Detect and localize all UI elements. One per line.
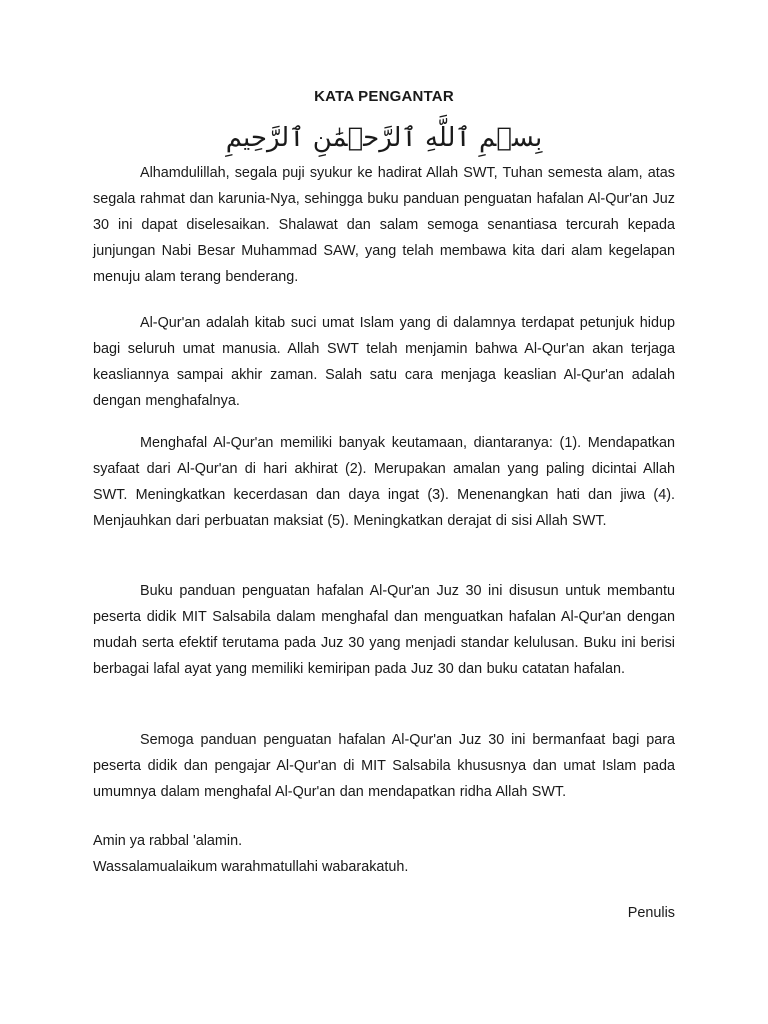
page-title: KATA PENGANTAR — [314, 88, 454, 105]
document-page — [93, 0, 675, 1024]
paragraph-2: Al-Qur'an adalah kitab suci umat Islam yang di dalamnya terdapat petunjuk hidup bagi seluruh umat manusia. Allah SWT telah menjamin bahwa Al-Qur'an akan terjaga keasliannya sampai akhir zaman. Salah satu cara menjaga keaslian Al-Qur'an adalah dengan menghafalnya. — [93, 315, 675, 409]
basmalah-calligraphy: بِسۡمِ ٱللَّهِ ٱلرَّحۡمَٰنِ ٱلرَّحِيمِ — [225, 123, 543, 153]
signature-author: Penulis — [627, 905, 675, 921]
paragraph-1: Alhamdulillah, segala puji syukur ke hadirat Allah SWT, Tuhan semesta alam, atas segala rahmat dan karunia-Nya, sehingga buku panduan penguatan hafalan Al-Qur'an Juz 30 ini dapat diselesaikan. Shalawat dan salam semoga senantiasa tercurah kepada junjungan Nabi Besar Muhammad SAW, yang telah membawa kita dari alam kegelapan menuju alam terang benderang. — [93, 165, 675, 285]
closing-prayer: Amin ya rabbal 'alamin. — [93, 833, 243, 849]
paragraph-5: Semoga panduan penguatan hafalan Al-Qur'an Juz 30 ini bermanfaat bagi para peserta didik dan pengajar Al-Qur'an di MIT Salsabila khususnya dan umat Islam pada umumnya dalam menghafal Al-Qur'an dan mendapatkan ridha Allah SWT. — [93, 732, 675, 800]
closing-greeting: Wassalamualaikum warahmatullahi wabarakatuh. — [93, 859, 409, 875]
paragraph-4: Buku panduan penguatan hafalan Al-Qur'an Juz 30 ini disusun untuk membantu peserta didik MIT Salsabila dalam menghafal dan menguatkan hafalan Al-Qur'an dengan mudah serta efektif terutama pada Juz 30 yang menjadi standar kelulusan. Buku ini berisi berbagai lafal ayat yang memiliki kemiripan pada Juz 30 dan buku catatan hafalan. — [93, 583, 675, 677]
paragraph-3: Menghafal Al-Qur'an memiliki banyak keutamaan, diantaranya: (1). Mendapatkan syafaat dari Al-Qur'an di hari akhirat (2). Merupakan amalan yang paling dicintai Allah SWT. Meningkatkan kecerdasan dan daya ingat (3). Menenangkan hati dan jiwa (4). Menjauhkan dari perbuatan maksiat (5). Meningkatkan derajat di sisi Allah SWT. — [93, 435, 675, 529]
